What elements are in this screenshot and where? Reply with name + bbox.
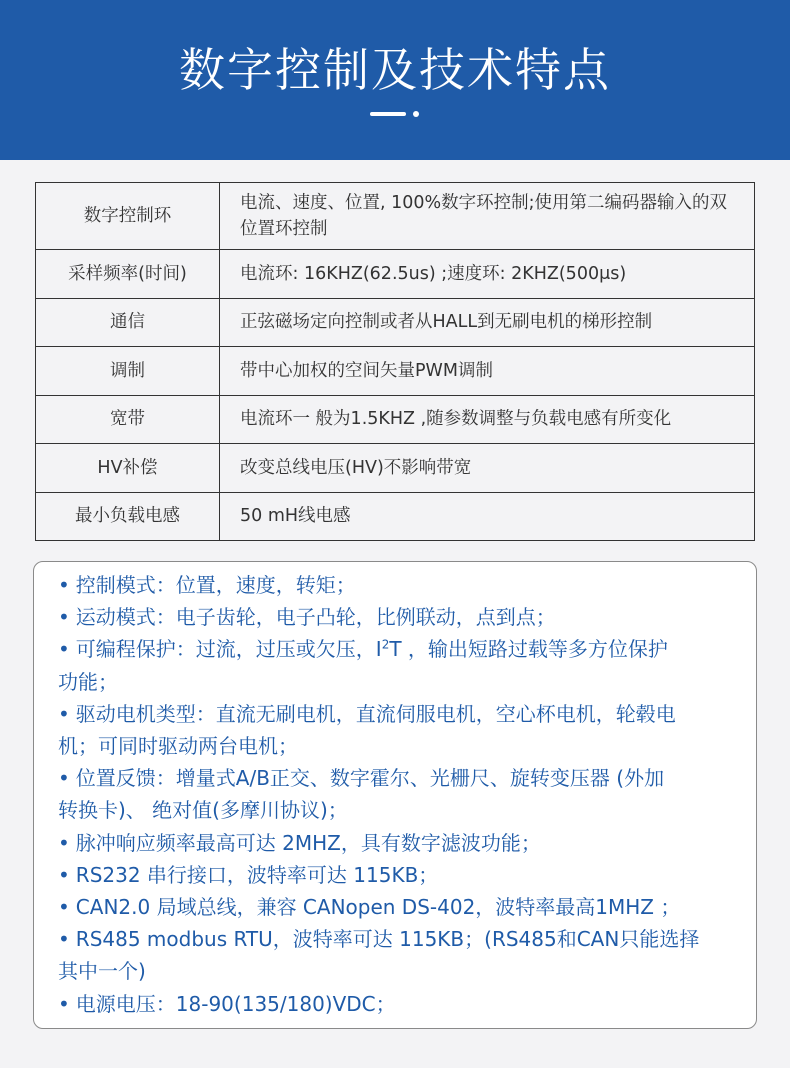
feature-text: CAN2.0 局域总线，兼容 CANopen DS-402，波特率最高1MHZ ； (75, 895, 681, 920)
bullet-icon: • (58, 573, 70, 597)
feature-text: 驱动电机类型：直流无刷电机，直流伺服电机，空心杯电机，轮毂电 (75, 701, 676, 726)
feature-item-continuation: 功能； (58, 669, 118, 694)
table-row (36, 492, 755, 541)
row-value: 改变总线电压(HV)不影响带宽 (220, 444, 755, 493)
feature-item (58, 569, 748, 601)
bullet-icon: • (58, 701, 70, 726)
title-underline-dot (413, 111, 419, 117)
spec-table (35, 182, 755, 541)
feature-item (58, 988, 748, 1020)
bullet-icon: • (58, 830, 70, 855)
row-label: 采样频率(时间) (36, 250, 220, 299)
table-row (36, 444, 755, 493)
bullet-icon: • (58, 637, 70, 662)
feature-item (58, 891, 748, 923)
row-label: 调制 (36, 347, 220, 396)
table-row (36, 347, 755, 396)
feature-text: RS485 modbus RTU，波特率可达 115KB；(RS485和CAN只能选择 (75, 927, 700, 952)
feature-item (58, 633, 748, 665)
bullet-icon: • (58, 927, 70, 952)
feature-item (58, 762, 748, 794)
feature-item (58, 601, 748, 633)
bullet-icon: • (58, 862, 70, 887)
feature-text: 控制模式：位置，速度，转矩； (75, 573, 356, 597)
row-value: 50 mH线电感 (220, 492, 755, 541)
feature-text: RS232 串行接口，波特率可达 115KB； (75, 862, 439, 887)
table-row (36, 395, 755, 444)
row-value: 电流环: 16KHZ(62.5us) ;速度环: 2KHZ(500μs) (220, 250, 755, 299)
table-row (36, 298, 755, 347)
feature-item-continuation: 转换卡)、 绝对值(多摩川协议)； (58, 798, 348, 823)
row-label: 最小负载电感 (36, 492, 220, 541)
feature-item-continuation: 机；可同时驱动两台电机； (58, 734, 298, 759)
row-value: 电流环一 般为1.5KHZ ,随参数调整与负载电感有所变化 (220, 395, 755, 444)
header-banner (0, 0, 790, 160)
row-label: HV补偿 (36, 444, 220, 493)
row-label: 数字控制环 (36, 183, 220, 250)
feature-item (58, 827, 748, 859)
bullet-icon: • (58, 605, 70, 630)
feature-text: T ，输出短路过载等多方位保护 (389, 637, 668, 662)
feature-item (58, 923, 748, 955)
feature-item (58, 698, 748, 730)
feature-text: 脉冲响应频率最高可达 2MHZ，具有数字滤波功能； (75, 830, 541, 855)
feature-text: 运动模式：电子齿轮，电子凸轮，比例联动，点到点； (75, 605, 556, 630)
bullet-icon: • (58, 991, 70, 1016)
table-row (36, 250, 755, 299)
table-row (36, 183, 755, 250)
bullet-icon: • (58, 895, 70, 920)
superscript: 2 (381, 637, 390, 652)
row-value: 带中心加权的空间矢量PWM调制 (220, 347, 755, 396)
feature-item-continuation: 其中一个) (58, 959, 146, 984)
features-panel (33, 561, 757, 1029)
page-title: 数字控制及技术特点 (179, 43, 611, 97)
feature-text: 位置反馈：增量式A/B正交、数字霍尔、光栅尺、旋转变压器 (外加 (75, 766, 665, 791)
row-label: 宽带 (36, 395, 220, 444)
bullet-icon: • (58, 766, 70, 791)
feature-text: 可编程保护：过流，过压或欠压，I (75, 637, 382, 662)
feature-text: 电源电压：18-90(135/180)VDC； (75, 991, 396, 1016)
row-value: 正弦磁场定向控制或者从HALL到无刷电机的梯形控制 (220, 298, 755, 347)
row-label: 通信 (36, 298, 220, 347)
row-value: 电流、速度、位置, 100%数字环控制;使用第二编码器输入的双位置环控制 (220, 183, 755, 250)
feature-item (58, 859, 748, 891)
title-underline-dash (370, 112, 406, 116)
